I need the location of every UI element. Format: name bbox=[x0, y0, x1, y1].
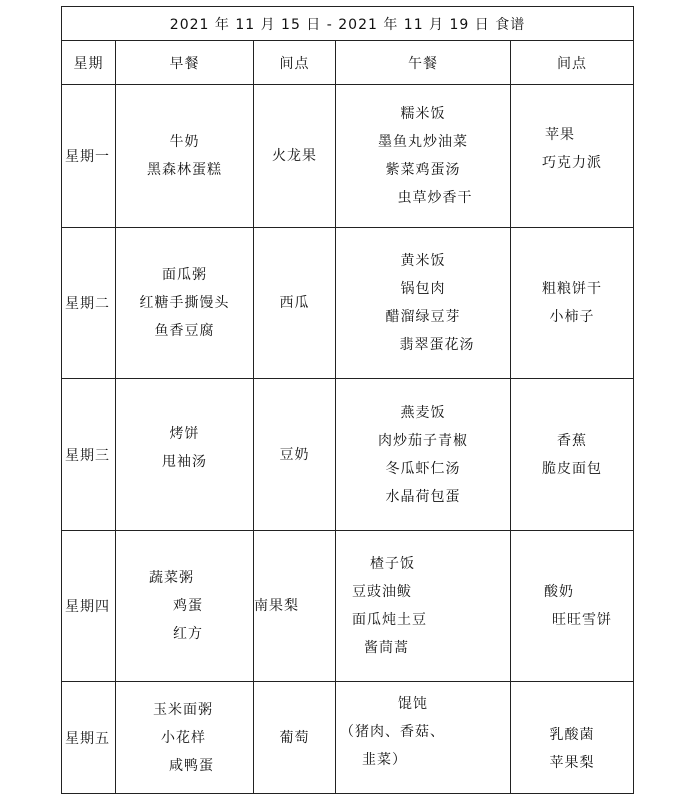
menu-item: 鱼香豆腐 bbox=[154, 323, 215, 339]
menu-item: 糯米饭 bbox=[400, 106, 446, 122]
menu-item: 西瓜 bbox=[279, 295, 310, 311]
snack2-cell bbox=[511, 228, 634, 379]
menu-item: 南果梨 bbox=[254, 598, 299, 614]
day-cell: 星期四 bbox=[62, 531, 116, 682]
menu-item: 火龙果 bbox=[272, 148, 317, 164]
menu-item: 燕麦饭 bbox=[400, 404, 446, 421]
menu-item: 红糖手撕馒头 bbox=[139, 295, 230, 311]
menu-item: 墨鱼丸炒油菜 bbox=[378, 134, 468, 150]
menu-item: 馄饨 bbox=[398, 695, 428, 712]
breakfast-cell bbox=[116, 682, 254, 794]
menu-item: 锅包肉 bbox=[400, 281, 446, 297]
menu-item: 蔬菜粥 bbox=[149, 570, 194, 586]
menu-item: 黄米饭 bbox=[400, 253, 446, 269]
lunch-cell bbox=[336, 228, 511, 379]
table-row bbox=[62, 228, 634, 379]
snack2-cell bbox=[511, 531, 634, 682]
snack1-cell bbox=[254, 85, 336, 228]
lunch-cell bbox=[336, 379, 511, 531]
breakfast-cell bbox=[116, 531, 254, 682]
menu-item: 紫菜鸡蛋汤 bbox=[385, 162, 461, 178]
menu-item: 豆奶 bbox=[279, 446, 310, 463]
menu-item: 小花样 bbox=[161, 729, 206, 746]
snack2-cell bbox=[511, 85, 634, 228]
menu-item: 烤饼 bbox=[169, 425, 200, 442]
menu-item: 牛奶 bbox=[169, 134, 200, 150]
header-lunch: 午餐 bbox=[336, 41, 511, 85]
menu-item: 鸡蛋 bbox=[173, 598, 203, 614]
menu-item: 苹果 bbox=[545, 127, 575, 143]
header-breakfast: 早餐 bbox=[116, 41, 254, 85]
menu-item: 豆豉油鲅 bbox=[352, 584, 412, 600]
snack1-cell bbox=[254, 228, 336, 379]
menu-item: 黑森林蛋糕 bbox=[147, 162, 222, 178]
menu-item: 翡翠蛋花汤 bbox=[399, 337, 475, 353]
menu-item: 红方 bbox=[173, 626, 203, 642]
menu-item: 韭菜） bbox=[362, 751, 407, 768]
menu-item: （猪肉、香菇、 bbox=[340, 723, 445, 740]
snack2-cell bbox=[511, 682, 634, 794]
day-cell: 星期二 bbox=[62, 228, 116, 379]
snack2-cell bbox=[511, 379, 634, 531]
menu-item: 醋溜绿豆芽 bbox=[385, 309, 461, 325]
menu-item: 粗粮饼干 bbox=[542, 281, 602, 297]
table-row bbox=[62, 531, 634, 682]
menu-item: 玉米面粥 bbox=[153, 701, 213, 718]
breakfast-cell bbox=[116, 228, 254, 379]
table-row bbox=[62, 682, 634, 794]
header-snack-morning: 间点 bbox=[254, 41, 336, 85]
day-cell: 星期一 bbox=[62, 85, 116, 228]
menu-item: 苹果梨 bbox=[549, 754, 595, 771]
snack1-cell bbox=[254, 682, 336, 794]
breakfast-cell bbox=[116, 85, 254, 228]
menu-item: 咸鸭蛋 bbox=[169, 757, 214, 774]
header-snack-afternoon: 间点 bbox=[511, 41, 634, 85]
menu-item: 甩袖汤 bbox=[162, 453, 207, 470]
menu-item: 冬瓜虾仁汤 bbox=[385, 460, 461, 477]
menu-item: 葡萄 bbox=[279, 729, 310, 746]
header-day: 星期 bbox=[62, 41, 116, 85]
menu-item: 水晶荷包蛋 bbox=[385, 488, 461, 505]
day-cell: 星期五 bbox=[62, 682, 116, 794]
breakfast-cell bbox=[116, 379, 254, 531]
menu-item: 旺旺雪饼 bbox=[552, 612, 612, 628]
menu-item: 面瓜炖土豆 bbox=[352, 612, 427, 628]
day-cell: 星期三 bbox=[62, 379, 116, 531]
menu-item: 肉炒茄子青椒 bbox=[378, 432, 468, 449]
menu-item: 酸奶 bbox=[544, 584, 574, 600]
menu-table bbox=[61, 6, 634, 794]
table-row bbox=[62, 379, 634, 531]
menu-item: 乳酸菌 bbox=[549, 726, 595, 743]
menu-item: 楂子饭 bbox=[370, 556, 415, 572]
lunch-cell bbox=[336, 85, 511, 228]
menu-item: 香蕉 bbox=[557, 432, 587, 449]
header-row bbox=[62, 41, 634, 85]
snack1-cell bbox=[254, 531, 336, 682]
lunch-cell bbox=[336, 531, 511, 682]
menu-item: 脆皮面包 bbox=[542, 460, 602, 477]
menu-item: 小柿子 bbox=[549, 309, 595, 325]
menu-title: 2021 年 11 月 15 日 - 2021 年 11 月 19 日 食谱 bbox=[62, 7, 634, 41]
table-row bbox=[62, 85, 634, 228]
menu-item: 虫草炒香干 bbox=[397, 190, 473, 206]
menu-item: 面瓜粥 bbox=[162, 267, 207, 283]
menu-item: 酱茼蒿 bbox=[364, 640, 409, 656]
lunch-cell bbox=[336, 682, 511, 794]
menu-item: 巧克力派 bbox=[542, 155, 602, 171]
snack1-cell bbox=[254, 379, 336, 531]
